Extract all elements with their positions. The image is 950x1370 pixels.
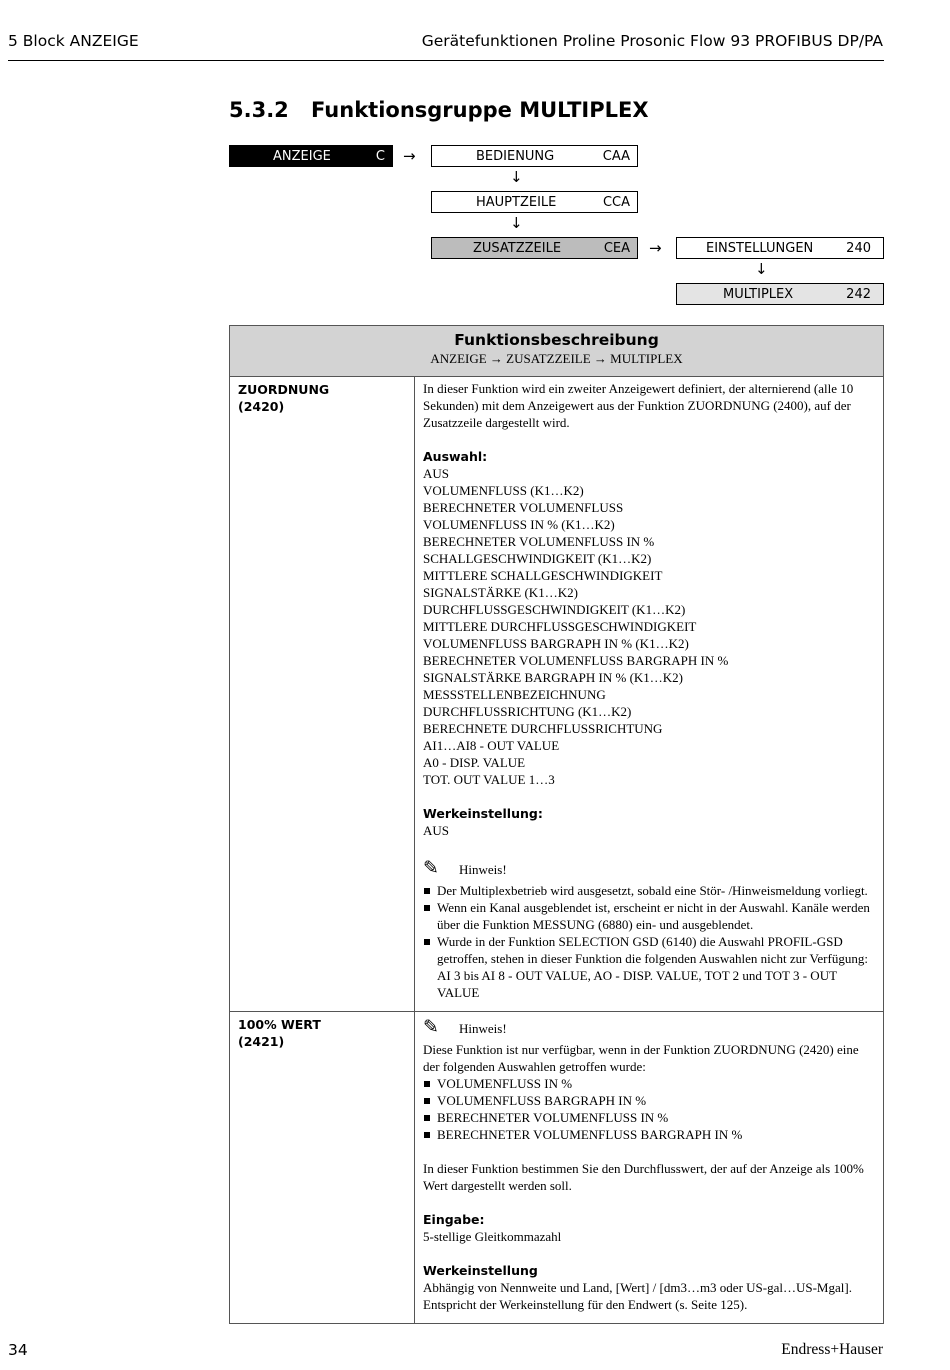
nav-code: CAA: [602, 149, 630, 164]
nav-code: 240: [846, 241, 871, 256]
function-code: (2420): [238, 399, 285, 414]
note-item: BERECHNETER VOLUMENFLUSS IN %: [423, 1109, 875, 1126]
input-value: 5-stellige Gleitkommazahl: [423, 1229, 562, 1244]
choice-item: SIGNALSTÄRKE (K1…K2): [423, 585, 578, 600]
choice-item: BERECHNETER VOLUMENFLUSS IN %: [423, 534, 655, 549]
choice-item: DURCHFLUSSGESCHWINDIGKEIT (K1…K2): [423, 602, 686, 617]
note-heading-text: Hinweis!: [459, 1021, 507, 1036]
default-heading: Werkeinstellung:: [423, 806, 543, 821]
page-header-left: 5 Block ANZEIGE: [8, 32, 139, 50]
function-description: In dieser Funktion bestimmen Sie den Durchflusswert, der auf der Anzeige als 100% Wert dargestellt werden soll.: [423, 1161, 864, 1193]
choice-item: BERECHNETE DURCHFLUSSRICHTUNG: [423, 721, 663, 736]
choice-item: SIGNALSTÄRKE BARGRAPH IN % (K1…K2): [423, 670, 683, 685]
function-description-cell: [415, 1012, 884, 1324]
page-header-right: Gerätefunktionen Proline Prosonic Flow 93 PROFIBUS DP/PA: [421, 32, 883, 50]
note-item: Der Multiplexbetrieb wird ausgesetzt, sobald eine Stör- /Hinweismeldung vorliegt.: [423, 882, 875, 899]
nav-label: BEDIENUNG: [476, 149, 555, 164]
choice-item: BERECHNETER VOLUMENFLUSS: [423, 500, 624, 515]
section-title: [229, 98, 649, 122]
nav-code: C: [375, 149, 385, 164]
section-number: 5.3.2: [229, 98, 289, 122]
choice-item: AI1…AI8 - OUT VALUE: [423, 738, 560, 753]
notes-list: [423, 882, 875, 967]
arrow-right-icon: →: [649, 239, 662, 257]
note-item: VOLUMENFLUSS BARGRAPH IN %: [423, 1092, 875, 1109]
arrow-down-icon: ↓: [510, 214, 523, 232]
nav-box-anzeige: [229, 145, 393, 167]
nav-label: MULTIPLEX: [723, 287, 794, 302]
nav-label: EINSTELLUNGEN: [706, 241, 814, 256]
note-item: VOLUMENFLUSS IN %: [423, 1075, 875, 1092]
note-item: Wurde in der Funktion SELECTION GSD (6140) die Auswahl PROFIL-GSD getroffen, stehen in dieser Funktion die folgenden Auswahlen nicht zur Verfügung:: [423, 933, 875, 967]
nav-label: ANZEIGE: [273, 149, 331, 164]
function-name-cell: [230, 377, 415, 1012]
nav-label: ZUSATZZEILE: [473, 241, 562, 256]
section-title-text: Funktionsgruppe MULTIPLEX: [311, 98, 649, 122]
table-header: [230, 326, 884, 377]
function-description-cell: [415, 377, 884, 1012]
notes-tail: AI 3 bis AI 8 - OUT VALUE, AO - DISP. VALUE, TOT 2 und TOT 3 - OUT VALUE: [437, 968, 837, 1000]
nav-box-zusatzzeile: [431, 237, 638, 259]
nav-code: CCA: [602, 195, 630, 210]
choice-item: AUS: [423, 466, 450, 481]
choice-item: SCHALLGESCHWINDIGKEIT (K1…K2): [423, 551, 652, 566]
choice-item: VOLUMENFLUSS IN % (K1…K2): [423, 517, 615, 532]
choice-item: MITTLERE DURCHFLUSSGESCHWINDIGKEIT: [423, 619, 697, 634]
default-heading: Werkeinstellung: [423, 1263, 538, 1278]
choice-item: VOLUMENFLUSS BARGRAPH IN % (K1…K2): [423, 636, 689, 651]
choice-item: DURCHFLUSSRICHTUNG (K1…K2): [423, 704, 632, 719]
note-item: BERECHNETER VOLUMENFLUSS BARGRAPH IN %: [423, 1126, 875, 1143]
pencil-note-icon: ✎: [423, 1016, 439, 1038]
function-name-cell: [230, 1012, 415, 1324]
choice-item: TOT. OUT VALUE 1…3: [423, 772, 555, 787]
function-code: (2421): [238, 1034, 285, 1049]
function-intro: In dieser Funktion wird ein zweiter Anzeigewert definiert, der alternierend (alle 10 Sekunden) mit dem Anzeigewert aus der Funktion ZUORDNUNG (2400), auf der Zusatzzeile dargestellt wird.: [423, 381, 854, 430]
note-heading: [423, 1016, 875, 1041]
note-text: Diese Funktion ist nur verfügbar, wenn in der Funktion ZUORDNUNG (2420) eine der folgenden Auswahlen getroffen wurde:: [423, 1042, 859, 1074]
table-title: Funktionsbeschreibung: [454, 331, 659, 349]
nav-box-multiplex: [676, 283, 884, 305]
note-item: Wenn ein Kanal ausgeblendet ist, erscheint er nicht in der Auswahl. Kanäle werden über die Funktion MESSUNG (6880) ein- und ausgeblendet.: [423, 899, 875, 933]
function-name: 100% WERT: [238, 1017, 321, 1032]
note-heading-text: Hinweis!: [459, 862, 507, 877]
brand-name: Endress+Hauser: [781, 1341, 883, 1358]
choice-item: BERECHNETER VOLUMENFLUSS BARGRAPH IN %: [423, 653, 729, 668]
arrow-down-icon: ↓: [510, 168, 523, 186]
nav-code: CEA: [603, 241, 630, 256]
page-number: 34: [8, 1341, 28, 1359]
nav-label: HAUPTZEILE: [476, 195, 557, 210]
choices-list: [423, 465, 875, 788]
nav-box-hauptzeile: [431, 191, 638, 213]
choice-item: MITTLERE SCHALLGESCHWINDIGKEIT: [423, 568, 663, 583]
note-heading: [423, 857, 875, 882]
arrow-down-icon: ↓: [755, 260, 768, 278]
header-rule: [8, 60, 884, 61]
input-heading: Eingabe:: [423, 1212, 485, 1227]
default-value: Abhängig von Nennweite und Land, [Wert] / [dm3…m3 oder US-gal…US-Mgal]. Entspricht der Werkeinstellung für den Endwert (s. Seite 125).: [423, 1280, 852, 1312]
default-value: AUS: [423, 823, 450, 838]
nav-code: 242: [846, 287, 871, 302]
table-path: ANZEIGE → ZUSATZZEILE → MULTIPLEX: [430, 351, 683, 366]
choice-item: MESSSTELLENBEZEICHNUNG: [423, 687, 606, 702]
choice-item: VOLUMENFLUSS (K1…K2): [423, 483, 584, 498]
choice-item: A0 - DISP. VALUE: [423, 755, 526, 770]
table-row: [230, 377, 884, 1012]
function-name: ZUORDNUNG: [238, 382, 330, 397]
nav-box-bedienung: [431, 145, 638, 167]
choices-heading: Auswahl:: [423, 449, 488, 464]
arrow-right-icon: →: [403, 147, 416, 165]
table-row: [230, 1012, 884, 1324]
note-items-list: [423, 1075, 875, 1143]
function-table: [229, 325, 884, 1324]
pencil-note-icon: ✎: [423, 857, 439, 879]
nav-box-einstellungen: [676, 237, 884, 259]
